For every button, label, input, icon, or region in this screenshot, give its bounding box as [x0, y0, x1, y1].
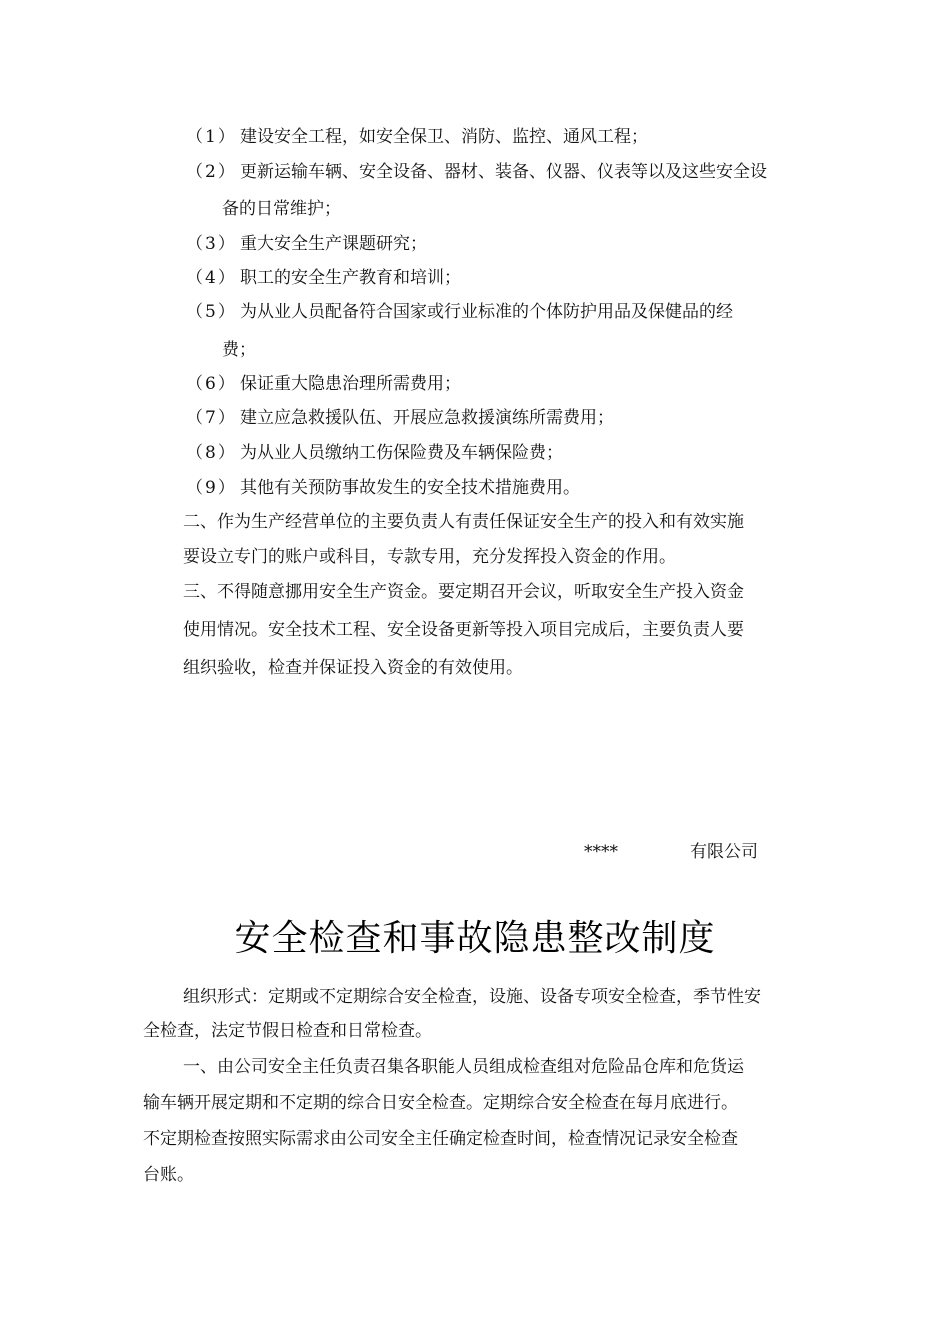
list-text: 职工的安全生产教育和培训； [240, 268, 461, 288]
list-number: （7） [186, 408, 237, 428]
rule-one-line-3: 不定期检查按照实际需求由公司安全主任确定检查时间，检查情况记录安全检查 [143, 1129, 738, 1149]
paragraph-three-line-1: 三、不得随意挪用安全生产资金。要定期召开会议，听取安全生产投入资金 [183, 582, 744, 602]
section-title: 安全检查和事故隐患整改制度 [234, 918, 716, 959]
list-text: 其他有关预防事故发生的安全技术措施费用。 [240, 478, 580, 498]
paragraph-two-line-1: 二、作为生产经营单位的主要负责人有责任保证安全生产的投入和有效实施 [183, 512, 744, 532]
list-number: （6） [186, 374, 237, 394]
list-text: 建设安全工程，如安全保卫、消防、监控、通风工程； [240, 127, 648, 147]
list-text: 为从业人员配备符合国家或行业标准的个体防护用品及保健品的经 [240, 302, 733, 322]
list-number: （9） [186, 478, 237, 498]
list-text: 建立应急救援队伍、开展应急救援演练所需费用； [240, 408, 614, 428]
list-text: 重大安全生产课题研究； [240, 234, 427, 254]
organization-form-line-2: 全检查，法定节假日检查和日常检查。 [143, 1021, 432, 1041]
paragraph-three-line-3: 组织验收，检查并保证投入资金的有效使用。 [183, 658, 523, 678]
list-number: （8） [186, 443, 237, 463]
rule-one-line-2: 输车辆开展定期和不定期的综合日安全检查。定期综合安全检查在每月底进行。 [143, 1093, 738, 1113]
company-name-suffix: 有限公司 [690, 842, 758, 862]
list-text: 为从业人员缴纳工伤保险费及车辆保险费； [240, 443, 563, 463]
paragraph-three-line-2: 使用情况。安全技术工程、安全设备更新等投入项目完成后，主要负责人要 [183, 620, 744, 640]
list-number: （5） [186, 302, 237, 322]
rule-one-line-1: 一、由公司安全主任负责召集各职能人员组成检查组对危险品仓库和危货运 [183, 1057, 744, 1077]
company-name-masked: **** [584, 842, 618, 862]
paragraph-two-line-2: 要设立专门的账户或科目，专款专用，充分发挥投入资金的作用。 [183, 547, 676, 567]
organization-form-line-1: 组织形式：定期或不定期综合安全检查，设施、设备专项安全检查，季节性安 [183, 987, 761, 1007]
list-item-5-continuation: 费； [222, 340, 256, 360]
list-text: 更新运输车辆、安全设备、器材、装备、仪器、仪表等以及这些安全设 [240, 162, 767, 182]
list-text: 保证重大隐患治理所需费用； [240, 374, 461, 394]
list-number: （2） [186, 162, 237, 182]
list-item-2-continuation: 备的日常维护； [222, 199, 341, 219]
rule-one-line-4: 台账。 [143, 1165, 194, 1185]
list-number: （3） [186, 234, 237, 254]
list-number: （1） [186, 127, 237, 147]
list-number: （4） [186, 268, 237, 288]
